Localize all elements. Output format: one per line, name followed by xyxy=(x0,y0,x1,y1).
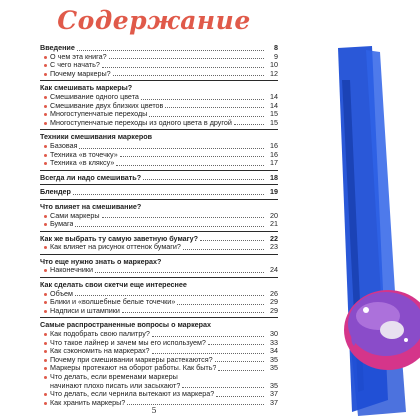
toc-entry xyxy=(40,159,278,168)
page-title: Содержание xyxy=(57,6,251,35)
toc-page-number: 23 xyxy=(270,242,278,252)
toc-heading xyxy=(40,281,278,290)
toc-page-number: 19 xyxy=(270,187,278,197)
toc-label: Как сделать свои скетчи еще интереснее xyxy=(40,281,187,290)
toc-entry xyxy=(40,220,278,229)
toc-label: Смешивание одного цвета xyxy=(50,92,139,101)
toc-heading xyxy=(40,133,278,142)
toc-label: Как влияет на рисунок оттенок бумаги? xyxy=(50,243,181,252)
toc-page-number: 15 xyxy=(270,109,278,119)
toc-page-number: 21 xyxy=(270,219,278,229)
toc-leader-dots xyxy=(200,240,264,241)
toc-leader-dots xyxy=(152,336,264,337)
toc-label: Блики и «волшебные белые точечки» xyxy=(50,298,176,307)
toc-leader-dots xyxy=(77,50,264,51)
toc-section xyxy=(40,44,278,81)
toc-label: Техника «в точечку» xyxy=(50,150,118,159)
toc-leader-dots xyxy=(120,156,264,157)
toc-entry xyxy=(40,373,278,382)
toc-leader-dots xyxy=(182,387,264,388)
toc-section xyxy=(40,188,278,200)
page-number: 5 xyxy=(151,406,157,415)
toc-entry xyxy=(40,364,278,373)
toc-label: Что влияет на смешивание? xyxy=(40,202,142,211)
toc-label: Почему маркеры? xyxy=(50,69,111,78)
toc-label: Сами маркеры xyxy=(50,211,100,220)
toc-entry xyxy=(40,151,278,160)
toc-page-number: 35 xyxy=(270,380,278,390)
toc-leader-dots xyxy=(95,272,264,273)
toc-entry xyxy=(40,298,278,307)
toc-entry xyxy=(40,70,278,79)
toc-leader-dots xyxy=(73,194,264,195)
toc-page-number: 29 xyxy=(270,305,278,315)
toc-label: Объем xyxy=(50,289,73,298)
toc-label: Блендер xyxy=(40,188,71,197)
toc-label: Что делать, если чернила вытекают из маркера? xyxy=(50,390,215,399)
table-of-contents xyxy=(40,44,278,412)
toc-leader-dots xyxy=(122,312,264,313)
donut-sparkle xyxy=(363,307,369,313)
toc-section xyxy=(40,174,278,186)
toc-page-number: 16 xyxy=(270,140,278,150)
toc-heading xyxy=(40,174,278,183)
toc-page-number: 33 xyxy=(270,337,278,347)
toc-label: начинают плохо писать или засыхают? xyxy=(50,381,181,390)
toc-entry xyxy=(40,142,278,151)
toc-label: Как хранить маркеры? xyxy=(50,398,126,407)
toc-entry xyxy=(40,53,278,62)
toc-label: Маркеры протекают на оборот работы. Как быть? xyxy=(50,364,217,373)
toc-label: С чего начать? xyxy=(50,61,100,70)
toc-label: О чем эта книга? xyxy=(50,52,107,61)
toc-heading xyxy=(40,203,278,212)
toc-page-number: 29 xyxy=(270,297,278,307)
toc-label: Как подобрать свою палитру? xyxy=(50,330,150,339)
toc-leader-dots xyxy=(218,370,264,371)
toc-label: Многоступенчатые переходы xyxy=(50,110,148,119)
toc-section xyxy=(40,258,278,278)
toc-section xyxy=(40,203,278,232)
toc-leader-dots xyxy=(79,148,264,149)
toc-section xyxy=(40,281,278,318)
toc-leader-dots xyxy=(208,344,264,345)
donut-illustration xyxy=(280,40,420,420)
toc-label: Что такое лайнер и зачем мы его используем? xyxy=(50,338,206,347)
toc-leader-dots xyxy=(183,249,264,250)
toc-heading xyxy=(40,235,278,244)
toc-page-number: 26 xyxy=(270,288,278,298)
toc-page-number: 10 xyxy=(270,60,278,70)
toc-entry xyxy=(40,102,278,111)
toc-page-number: 12 xyxy=(270,68,278,78)
toc-leader-dots xyxy=(152,353,264,354)
toc-label: Базовая xyxy=(50,141,78,150)
toc-leader-dots xyxy=(113,75,264,76)
toc-label: Самые распространенные вопросы о маркерах xyxy=(40,321,212,330)
toc-page-number: 17 xyxy=(270,158,278,168)
toc-heading xyxy=(40,188,278,197)
toc-leader-dots xyxy=(116,165,264,166)
toc-entry xyxy=(40,93,278,102)
toc-leader-dots xyxy=(102,67,264,68)
toc-page-number: 18 xyxy=(270,172,278,182)
toc-section xyxy=(40,133,278,170)
toc-page-number: 24 xyxy=(270,265,278,275)
toc-leader-dots xyxy=(102,217,264,218)
toc-entry xyxy=(40,390,278,399)
toc-label: Наконечники xyxy=(50,266,94,275)
toc-page-number: 35 xyxy=(270,354,278,364)
toc-label: Введение xyxy=(40,44,75,52)
toc-page-number: 37 xyxy=(270,389,278,399)
toc-heading xyxy=(40,44,278,53)
toc-page-number: 30 xyxy=(270,329,278,339)
toc-entry xyxy=(40,212,278,221)
toc-entry xyxy=(40,347,278,356)
toc-leader-dots xyxy=(165,107,264,108)
toc-leader-dots xyxy=(149,116,264,117)
toc-page-number: 35 xyxy=(270,363,278,373)
toc-leader-dots xyxy=(75,226,264,227)
toc-label: Бумага xyxy=(50,220,74,229)
toc-label: Почему при смешивании маркеры растекаются? xyxy=(50,355,213,364)
toc-leader-dots xyxy=(141,99,264,100)
toc-label: Что делать, если временами маркеры xyxy=(50,373,178,381)
toc-leader-dots xyxy=(143,179,264,180)
toc-label: Многоступенчатые переходы из одного цвета в другой xyxy=(50,118,232,127)
toc-leader-dots xyxy=(216,396,264,397)
toc-heading xyxy=(40,258,278,267)
toc-page-number: 14 xyxy=(270,91,278,101)
toc-entry xyxy=(40,110,278,119)
toc-label: Как сэкономить на маркерах? xyxy=(50,347,150,356)
toc-label: Как же выбрать ту самую заветную бумагу? xyxy=(40,234,199,243)
toc-page-number: 9 xyxy=(274,51,278,61)
toc-leader-dots xyxy=(75,295,264,296)
toc-entry xyxy=(40,339,278,348)
toc-heading xyxy=(40,84,278,93)
toc-label: Надписи и штампики xyxy=(50,306,120,315)
donut-hole xyxy=(380,321,404,339)
toc-section xyxy=(40,321,278,409)
toc-page-number: 37 xyxy=(270,397,278,407)
toc-page-number: 34 xyxy=(270,346,278,356)
toc-entry xyxy=(40,356,278,365)
toc-leader-dots xyxy=(109,58,264,59)
toc-section xyxy=(40,235,278,255)
toc-entry xyxy=(40,382,278,391)
toc-leader-dots xyxy=(234,124,264,125)
toc-label: Всегда ли надо смешивать? xyxy=(40,173,142,182)
toc-label: Что еще нужно знать о маркерах? xyxy=(40,257,162,266)
toc-entry xyxy=(40,266,278,275)
toc-label: Техника «в кляксу» xyxy=(50,159,115,168)
toc-entry xyxy=(40,330,278,339)
toc-leader-dots xyxy=(215,361,264,362)
toc-entry xyxy=(40,290,278,299)
toc-entry xyxy=(40,119,278,128)
toc-leader-dots xyxy=(177,304,264,305)
toc-page-number: 14 xyxy=(270,100,278,110)
toc-entry xyxy=(40,243,278,252)
toc-page-number: 16 xyxy=(270,149,278,159)
toc-page-number: 15 xyxy=(270,117,278,127)
toc-label: Смешивание двух близких цветов xyxy=(50,101,164,110)
toc-entry xyxy=(40,307,278,316)
toc-page-number: 22 xyxy=(270,233,278,243)
toc-page-number: 8 xyxy=(274,43,278,52)
toc-label: Как смешивать маркеры? xyxy=(40,84,133,93)
toc-page-number: 20 xyxy=(270,210,278,220)
donut-sparkle xyxy=(404,338,408,342)
toc-entry xyxy=(40,61,278,70)
toc-label: Техники смешивания маркеров xyxy=(40,133,153,142)
toc-section xyxy=(40,84,278,130)
toc-heading xyxy=(40,321,278,330)
